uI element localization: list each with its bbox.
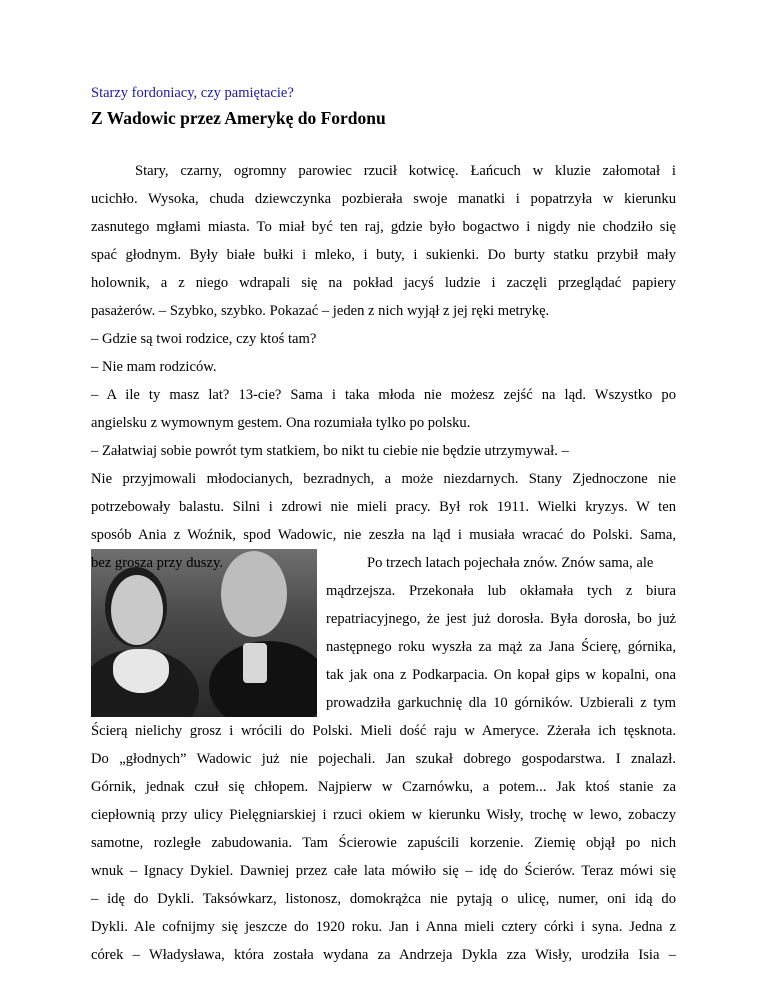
paragraph-line: ucichło. Wysoka, chuda dziewczynka pozbierała swoje manatki i popatrzyła w kierunku (91, 191, 676, 207)
paragraph-line: – idę do Dykli. Taksówkarz, listonosz, domokrążca nie pytają o ulicę, numer, oni idą do (91, 891, 676, 907)
paragraph-line: repatriacyjnego, że jest już dorosła. Była dorosła, bo już (326, 611, 676, 627)
paragraph-line: pasażerów. – Szybko, szybko. Pokazać – jeden z nich wyjął z jej ręki metrykę. (91, 303, 550, 319)
paragraph-line: – Załatwiaj sobie powrót tym statkiem, bo nikt tu ciebie nie będzie utrzymywał. – (91, 443, 569, 459)
article-kicker: Starzy fordoniacy, czy pamiętacie? (91, 85, 294, 101)
paragraph-line: ciepłownią przy ulicy Pielęgniarskiej i rzuci okiem w kierunku Wisły, trochę w lewo, zobaczy (91, 807, 676, 823)
paragraph-line: prowadziła garkuchnię dla 10 górników. Uzbierali z tym (326, 695, 676, 711)
paragraph-line: bez grosza przy duszy. (91, 555, 223, 571)
paragraph-line: wnuk – Ignacy Dykiel. Dawniej przez całe lata mówiło się – idę do Ścierów. Teraz mówi się (91, 863, 676, 879)
paragraph-line: sposób Ania z Woźnik, spod Wadowic, nie zeszła na ląd i musiała wracać do Polski. Sama, (91, 527, 676, 543)
couple-photograph (91, 549, 317, 717)
paragraph-line: potrzebowały balastu. Silni i zdrowi nie mieli pracy. Był rok 1911. Wielki kryzys. W ten (91, 499, 676, 515)
paragraph-line: Nie przyjmowali młodocianych, bezradnych, a może niezdarnych. Stany Zjednoczone nie (91, 471, 676, 487)
paragraph-line: Stary, czarny, ogromny parowiec rzucił kotwicę. Łańcuch w kluzie załomotał i (135, 163, 676, 179)
paragraph-line: – A ile ty masz lat? 13-cie? Sama i taka młoda nie możesz zejść na ląd. Wszystko po (91, 387, 676, 403)
paragraph-line: Dykli. Ale cofnijmy się jeszcze do 1920 roku. Jan i Anna mieli cztery córki i syna. Jedna z (91, 919, 676, 935)
paragraph-line: holownik, a z niego wdrapali się na pokład jacyś ludzie i zaczęli przeglądać papiery (91, 275, 676, 291)
paragraph-line: Górnik, jednak czuł się chłopem. Najpierw w Czarnówku, a potem... Jak ktoś stanie za (91, 779, 676, 795)
paragraph-line: następnego roku wyszła za mąż za Jana Ścierę, górnika, (326, 639, 676, 655)
article-title: Z Wadowic przez Amerykę do Fordonu (91, 108, 386, 128)
paragraph-line: spać głodnym. Były białe bułki i mleko, i buty, i sukienki. Do burty statku przybił mały (91, 247, 676, 263)
paragraph-line: córek – Władysława, która została wydana za Andrzeja Dykla zza Wisły, urodziła Isia – (91, 947, 676, 963)
paragraph-line: mądrzejsza. Przekonała lub okłamała tych z biura (326, 583, 676, 599)
paragraph-line: samotne, rozległe zabudowania. Tam Ścierowie zapuścili korzenie. Ziemię objął po nich (91, 835, 676, 851)
paragraph-line: angielsku z wymownym gestem. Ona rozumiała tylko po polsku. (91, 415, 471, 431)
paragraph-line: Ścierą nielichy grosz i wrócili do Polski. Mieli dość raju w Ameryce. Zżerała ich tęsknota. (91, 723, 676, 739)
paragraph-line: tak jak ona z Podkarpacia. On kopał gips w kopalni, ona (326, 667, 676, 683)
paragraph-line: zasnutego mgłami miasta. To miał być ten raj, gdzie było bogactwo i nigdy nie chodziło się (91, 219, 676, 235)
paragraph-line: Do „głodnych” Wadowic już nie pojechali. Jan szukał dobrego gospodarstwa. I znalazł. (91, 751, 676, 767)
paragraph-line: – Gdzie są twoi rodzice, czy ktoś tam? (91, 331, 317, 347)
paragraph-line: Po trzech latach pojechała znów. Znów sama, ale (367, 555, 654, 571)
paragraph-line: – Nie mam rodziców. (91, 359, 217, 375)
